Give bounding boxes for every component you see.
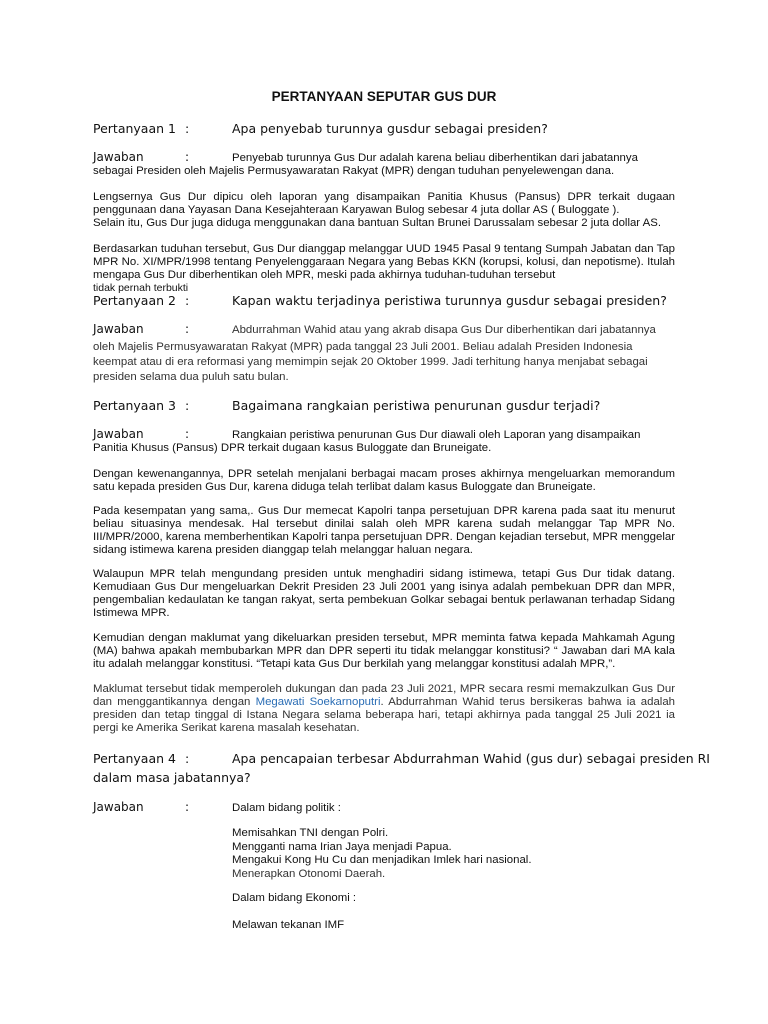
- question-text: Kapan waktu terjadinya peristiwa turunnya gusdur sebagai presiden?: [232, 293, 667, 308]
- question-colon: :: [185, 751, 190, 766]
- answer-3-paragraph-4: Walaupun MPR telah mengundang presiden untuk menghadiri sidang istimewa, tetapi Gus Dur tidak datang. Kemudiaan Gus Dur mengeluarkan Dekrit Presiden 23 Juli 2001 yang isinya adalah pembekuan DPR dan MPR, pengembalian kedaulatan ke tangan rakyat, serta pembekuan Golkar sebagai bentuk perlawanan terhadap Sidang Istimewa MPR.: [93, 568, 675, 619]
- answer-colon: :: [185, 427, 190, 441]
- politik-heading: Dalam bidang politik :: [232, 802, 341, 814]
- answer-line: keempat atau di era reformasi yang memimpin sejak 20 Oktober 1999. Jadi terhitung hanya menjabat sebagai: [93, 356, 648, 368]
- list-item: Mengganti nama Irian Jaya menjadi Papua.: [232, 840, 452, 853]
- answer-label: Jawaban: [93, 322, 144, 336]
- question-label: Pertanyaan 3: [93, 398, 176, 413]
- question-colon: :: [185, 121, 190, 136]
- answer-3-paragraph-6: [93, 683, 675, 735]
- answer-3: [93, 428, 675, 455]
- answer-first-line: Penyebab turunnya Gus Dur adalah karena beliau diberhentikan dari jabatannya: [232, 152, 638, 164]
- paragraph-text: . Abdurrahman Wahid terus bersikeras bahwa ia adalah presiden dan tetap tinggal di Istana Negara selama beberapa hari, tetapi akhirnya pada tanggal 25 Juli 2021 ia pergi ke Amerika Serikat karena masalah kesehatan.: [93, 696, 675, 734]
- answer-colon: :: [185, 322, 190, 336]
- answer-first-line: Rangkaian peristiwa penurunan Gus Dur diawali oleh Laporan yang disampaikan: [232, 429, 641, 441]
- question-label: Pertanyaan 1: [93, 121, 176, 136]
- answer-label: Jawaban: [93, 427, 144, 441]
- ekonomi-list: [232, 919, 344, 933]
- paragraph-text: Maklumat tersebut tidak memperoleh dukungan dan pada 23 Juli 2021, MPR secara resmi memakzulkan Gus Dur dan menggantikannya dengan: [93, 683, 675, 708]
- answer-1-paragraph-2: Lengsernya Gus Dur dipicu oleh laporan yang disampaikan Panitia Khusus (Pansus) DPR terkait dugaan penggunaan dana Yayasan Dana Kesejahteraan Karyawan Bulog sebesar 4 juta dollar AS ( Buloggate ).: [93, 191, 675, 216]
- answer-line: oleh Majelis Permusyawaratan Rakyat (MPR) pada tanggal 23 Juli 2001. Beliau adalah Presiden Indonesia: [93, 341, 633, 353]
- answer-1-paragraph-3: Berdasarkan tuduhan tersebut, Gus Dur dianggap melanggar UUD 1945 Pasal 9 tentang Sumpah Jabatan dan Tap MPR No. XI/MPR/1998 tentang Penyelenggaraan Negara yang Bebas KKN (korupsi, kolusi, dan nepotisme). Itulah mengapa Gus Dur diberhentikan oleh MPR, meski pada akhirnya tuduhan-tuduhan tersebut: [93, 243, 675, 281]
- ekonomi-heading: Dalam bidang Ekonomi :: [232, 892, 357, 904]
- answer-colon: :: [185, 150, 190, 164]
- answer-1: [93, 151, 675, 178]
- answer-line: Panitia Khusus (Pansus) DPR terkait dugaan kasus Buloggate dan Bruneigate.: [93, 442, 492, 454]
- answer-line: sebagai Presiden oleh Majelis Permusyawaratan Rakyat (MPR) dengan tuduhan penyelewengan dana.: [93, 165, 615, 177]
- answer-label: Jawaban: [93, 150, 144, 164]
- answer-3-paragraph-3: Pada kesempatan yang sama,. Gus Dur memecat Kapolri tanpa persetujuan DPR karena pada saat itu menurut beliau situasinya mendesak. Hal tersebut dinilai salah oleh MPR karena sudah melanggar Tap MPR No. III/MPR/2000, karena memberhentikan Kapolri tanpa persetujuan DPR. Dengan kejadian tersebut, MPR menggelar sidang istimewa karena presiden dianggap telah melanggar haluan negara.: [93, 505, 675, 556]
- politik-list: [232, 827, 532, 881]
- question-4: [93, 750, 710, 790]
- answer-label: Jawaban: [93, 800, 144, 814]
- answer-3-paragraph-2: Dengan kewenangannya, DPR setelah menjalani berbagai macam proses akhirnya mengeluarkan memorandum satu kepada presiden Gus Dur, karena diduga telah terlibat dalam kasus Buloggate dan Bruneigate.: [93, 468, 675, 493]
- answer-line: presiden selama dua puluh satu bulan.: [93, 371, 289, 383]
- answer-colon: :: [185, 800, 190, 814]
- answer-2: [93, 323, 675, 384]
- question-text-continued: dalam masa jabatannya?: [93, 770, 251, 785]
- question-colon: :: [185, 293, 190, 308]
- question-text: Apa penyebab turunnya gusdur sebagai presiden?: [232, 121, 548, 136]
- question-label: Pertanyaan 4: [93, 751, 176, 766]
- question-colon: :: [185, 398, 190, 413]
- question-text: Bagaimana rangkaian peristiwa penurunan gusdur terjadi?: [232, 398, 601, 413]
- answer-first-line: Abdurrahman Wahid atau yang akrab disapa Gus Dur diberhentikan dari jabatannya: [232, 324, 656, 336]
- page-title: PERTANYAAN SEPUTAR GUS DUR: [271, 89, 497, 104]
- list-item: Memisahkan TNI dengan Polri.: [232, 827, 389, 839]
- megawati-link[interactable]: Megawati Soekarnoputri: [255, 696, 381, 708]
- answer-3-paragraph-5: Kemudian dengan maklumat yang dikeluarkan presiden tersebut, MPR meminta fatwa kepada Mahkamah Agung (MA) bahwa apakah membubarkan MPR dan DPR seperti itu tidak melanggar konstitusi? “ Jawaban dari MA kala itu adalah melanggar konstitusi. “Tetapi kata Gus Dur berkilah yang melanggar konstitusi adalah MPR,”.: [93, 632, 675, 670]
- answer-4: [93, 801, 675, 815]
- list-item: Mengakui Kong Hu Cu dan menjadikan Imlek hari nasional.: [232, 854, 532, 866]
- question-label: Pertanyaan 2: [93, 293, 176, 308]
- list-item: Menerapkan Otonomi Daerah.: [232, 867, 386, 880]
- question-text: Apa pencapaian terbesar Abdurrahman Wahid (gus dur) sebagai presiden RI: [232, 751, 710, 766]
- answer-1-paragraph-2b: Selain itu, Gus Dur juga diduga menggunakan dana bantuan Sultan Brunei Darussalam sebesar 2 juta dollar AS.: [93, 217, 661, 229]
- answer-1-paragraph-3-end: tidak pernah terbukti: [93, 282, 189, 294]
- list-item: Melawan tekanan IMF: [232, 919, 345, 931]
